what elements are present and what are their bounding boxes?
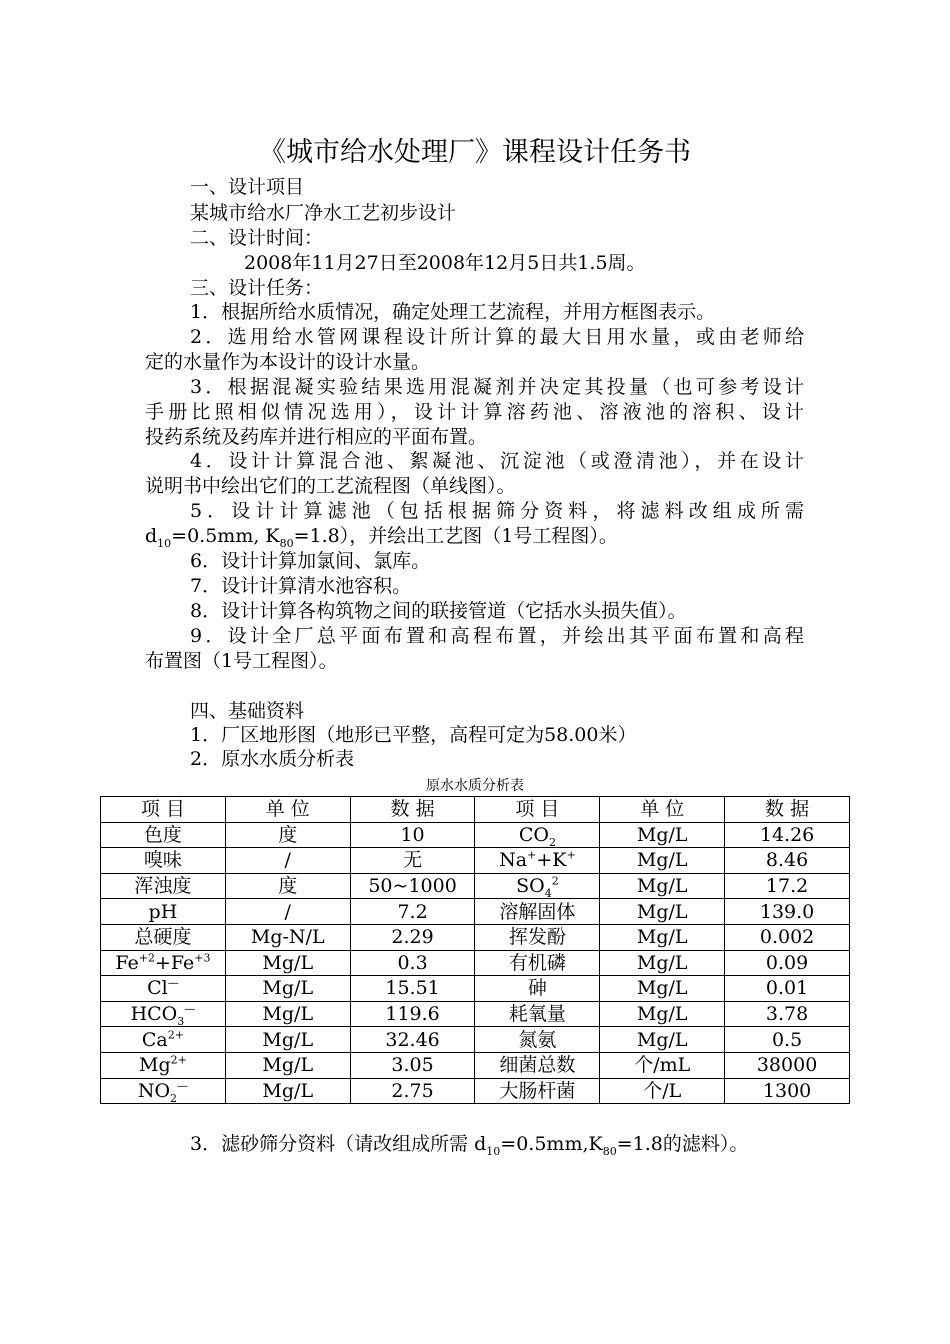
formula-part: CO <box>518 823 549 846</box>
table-cell: 度 <box>225 822 350 848</box>
table-cell: 无 <box>350 848 475 874</box>
table-cell: 色度 <box>101 822 226 848</box>
table-row <box>101 924 850 950</box>
basis-1: 1．厂区地形图（地形已平整，高程可定为58.00米） <box>190 724 637 746</box>
table-cell <box>475 873 600 899</box>
column-header: 数 据 <box>725 797 850 823</box>
table-row <box>101 822 850 848</box>
table-cell: 耗氧量 <box>475 1001 600 1027</box>
table-cell: 2.75 <box>350 1078 475 1104</box>
formula-part: 2 <box>548 835 556 849</box>
formula-part: NO <box>137 1079 171 1102</box>
table-cell <box>101 976 226 1002</box>
table-caption: 原水水质分析表 <box>426 778 524 794</box>
table-row <box>101 899 850 925</box>
task-2-line-2: 定的水量作为本设计的设计水量。 <box>145 351 431 373</box>
k-subscript: 80 <box>279 536 294 550</box>
table-cell: 3.78 <box>725 1001 850 1027</box>
table-cell: 38000 <box>725 1052 850 1078</box>
table-cell: 139.0 <box>725 899 850 925</box>
table-cell: 0.3 <box>350 950 475 976</box>
task-2-line-1: 2．选用给水管网课程设计所计算的最大日用水量，或由老师给 <box>190 326 804 348</box>
formula-part: Fe <box>115 951 139 974</box>
basis-3-text: 3．滤砂筛分资料（请改组成所需 d <box>190 1133 487 1155</box>
table-row <box>101 848 850 874</box>
section-4-heading: 四、基础资料 <box>190 700 305 722</box>
formula-part: Mg <box>138 1054 171 1077</box>
formula-part: +3 <box>194 951 211 965</box>
table-cell: 个/mL <box>600 1052 725 1078</box>
k-text: =0.5mm, K <box>171 525 280 547</box>
table-cell: 个/L <box>600 1078 725 1104</box>
formula-part: +K <box>536 849 567 872</box>
table-cell: 7.2 <box>350 899 475 925</box>
basis-3 <box>190 1131 748 1157</box>
table-cell: Mg/L <box>600 1001 725 1027</box>
table-cell: 10 <box>350 822 475 848</box>
table-cell: 砷 <box>475 976 600 1002</box>
formula-part: 2+ <box>167 1028 184 1042</box>
table-row <box>101 1001 850 1027</box>
table-cell: Mg/L <box>225 1052 350 1078</box>
section-2-text: 2008年11月27日至2008年12月5日共1.5周。 <box>244 252 646 274</box>
table-cell: 细菌总数 <box>475 1052 600 1078</box>
table-cell: Mg/L <box>600 899 725 925</box>
task-5-line-1: 5．设计计算滤池（包括根据筛分资料，将滤料改组成所需 <box>190 500 804 522</box>
formula-part: +Fe <box>154 951 195 974</box>
task-5-line-2 <box>145 523 618 549</box>
table-row <box>101 976 850 1002</box>
task-3-line-1: 3．根据混凝实验结果选用混凝剂并决定其投量（也可参考设计 <box>190 376 804 398</box>
table-cell: / <box>225 899 350 925</box>
d-subscript: 10 <box>486 1144 501 1158</box>
formula-part: 2+ <box>170 1053 187 1067</box>
formula-part: — <box>177 1079 189 1093</box>
formula-part: Cl <box>147 977 168 1000</box>
formula-part: HCO <box>130 1003 178 1026</box>
table-cell: Mg/L <box>225 976 350 1002</box>
column-header: 数 据 <box>350 797 475 823</box>
table-cell: Mg/L <box>600 848 725 874</box>
table-cell: pH <box>101 899 226 925</box>
table-row <box>101 1078 850 1104</box>
table-cell <box>101 1001 226 1027</box>
table-cell: 挥发酚 <box>475 924 600 950</box>
table-row <box>101 1052 850 1078</box>
table-row <box>101 950 850 976</box>
k-subscript: 80 <box>602 1144 617 1158</box>
table-cell: Mg/L <box>600 950 725 976</box>
task-9-line-1: 9．设计全厂总平面布置和高程布置，并绘出其平面布置和高程 <box>190 625 804 647</box>
formula-part: Ca <box>141 1028 168 1051</box>
table-cell: 8.46 <box>725 848 850 874</box>
section-2-heading: 二、设计时间： <box>190 227 324 249</box>
basis-2: 2．原水水质分析表 <box>190 748 355 770</box>
formula-part: Na <box>499 849 528 872</box>
task-3-line-2: 手册比照相似情况选用），设计计算溶药池、溶液池的溶积、设计 <box>145 401 804 423</box>
column-header: 单 位 <box>600 797 725 823</box>
task-5-line-2-end: =1.8），并绘出工艺图（1号工程图）。 <box>293 525 618 547</box>
table-cell: / <box>225 848 350 874</box>
table-cell: 1300 <box>725 1078 850 1104</box>
formula-part: 2 <box>551 874 559 888</box>
table-cell: Mg/L <box>600 873 725 899</box>
task-6: 6．设计计算加氯间、氯库。 <box>190 550 431 572</box>
table-cell <box>101 1078 226 1104</box>
table-cell: Mg/L <box>600 1027 725 1053</box>
column-header: 项 目 <box>101 797 226 823</box>
task-4-line-1: 4．设计计算混合池、絮凝池、沉淀池（或澄清池），并在设计 <box>190 450 804 472</box>
table-cell: 17.2 <box>725 873 850 899</box>
formula-part: + <box>527 849 537 863</box>
formula-part: — <box>184 1002 196 1016</box>
document-title: 《城市给水处理厂》课程设计任务书 <box>259 137 691 168</box>
table-cell: Mg/L <box>225 950 350 976</box>
task-4-line-2: 说明书中绘出它们的工艺流程图（单线图）。 <box>145 475 516 497</box>
section-1-heading: 一、设计项目 <box>190 176 305 198</box>
table-row <box>101 873 850 899</box>
section-3-heading: 三、设计任务： <box>190 277 324 299</box>
table-cell: Mg/L <box>225 1078 350 1104</box>
table-cell: 0.01 <box>725 976 850 1002</box>
formula-part: SO <box>516 875 545 898</box>
table-cell: 嗅味 <box>101 848 226 874</box>
table-header-row <box>101 797 850 823</box>
formula-part: 3 <box>177 1014 185 1028</box>
table-cell: 度 <box>225 873 350 899</box>
table-cell: 119.6 <box>350 1001 475 1027</box>
table-cell: 氮氨 <box>475 1027 600 1053</box>
d-symbol: d <box>145 525 158 547</box>
formula-part: +2 <box>138 951 155 965</box>
task-9-line-2: 布置图（1号工程图）。 <box>145 650 338 672</box>
task-3-line-3: 投药系统及药库并进行相应的平面布置。 <box>145 426 488 448</box>
table-cell: 15.51 <box>350 976 475 1002</box>
table-cell: Mg/L <box>225 1001 350 1027</box>
table-cell: Mg/L <box>600 976 725 1002</box>
table-body <box>101 822 850 1104</box>
formula-part: 2 <box>170 1091 178 1105</box>
formula-part: — <box>167 977 179 991</box>
d-subscript: 10 <box>157 536 172 550</box>
table-cell: 有机磷 <box>475 950 600 976</box>
table-cell <box>101 1052 226 1078</box>
task-1: 1．根据所给水质情况，确定处理工艺流程，并用方框图表示。 <box>190 301 716 323</box>
table-cell: 3.05 <box>350 1052 475 1078</box>
table-cell: 50~1000 <box>350 873 475 899</box>
table-cell: 32.46 <box>350 1027 475 1053</box>
basis-3-end: =1.8的滤料）。 <box>616 1133 749 1155</box>
table-cell: 大肠杆菌 <box>475 1078 600 1104</box>
table-cell: 14.26 <box>725 822 850 848</box>
table-cell: 0.09 <box>725 950 850 976</box>
k-text: =0.5mm,K <box>500 1133 603 1155</box>
table-cell <box>475 822 600 848</box>
table-cell <box>101 1027 226 1053</box>
water-quality-table <box>100 796 850 1104</box>
column-header: 项 目 <box>475 797 600 823</box>
table-cell: 溶解固体 <box>475 899 600 925</box>
task-7: 7．设计计算清水池容积。 <box>190 575 412 597</box>
table-row <box>101 1027 850 1053</box>
table-cell: Mg-N/L <box>225 924 350 950</box>
table-cell: Mg/L <box>225 1027 350 1053</box>
table-cell: Mg/L <box>600 924 725 950</box>
table-cell <box>475 848 600 874</box>
table-cell: 0.5 <box>725 1027 850 1053</box>
table-cell <box>101 950 226 976</box>
table-cell: Mg/L <box>600 822 725 848</box>
formula-part: 4 <box>544 886 552 900</box>
table-cell: 2.29 <box>350 924 475 950</box>
section-1-text: 某城市给水厂净水工艺初步设计 <box>190 202 457 224</box>
table-cell: 浑浊度 <box>101 873 226 899</box>
table-cell: 0.002 <box>725 924 850 950</box>
task-8: 8．设计计算各构筑物之间的联接管道（它括水头损失值）。 <box>190 600 687 622</box>
table-cell: 总硬度 <box>101 924 226 950</box>
column-header: 单 位 <box>225 797 350 823</box>
formula-part: + <box>566 849 576 863</box>
